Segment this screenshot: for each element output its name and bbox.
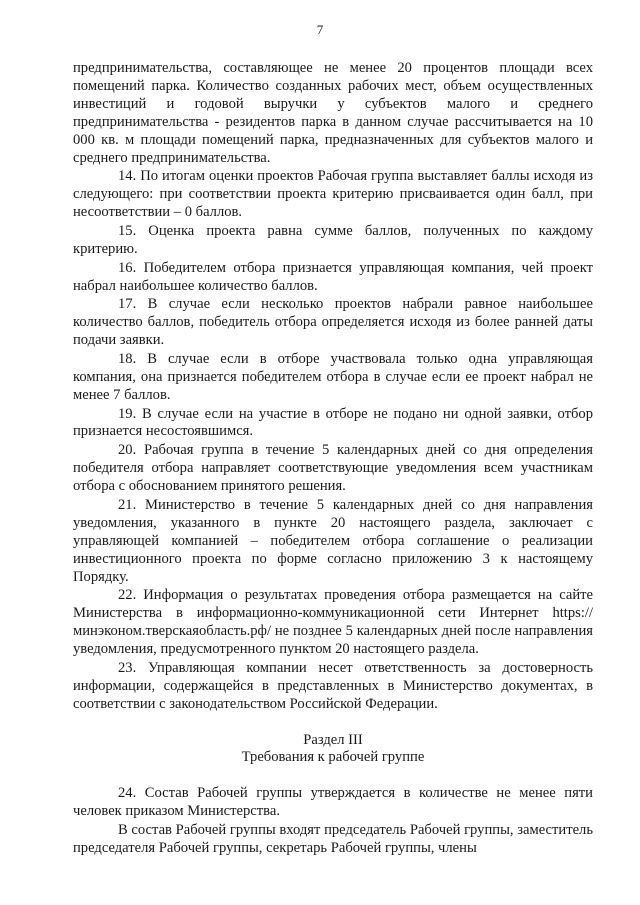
section-heading: Раздел III — [303, 731, 363, 748]
page-number: 7 — [316, 22, 324, 37]
paragraph-23: 23. Управляющая компании несет ответственность за достоверность информации, содержащейся в представленных в Министерство документах, в соответствии с законодательством Российской Федерации. — [73, 659, 593, 712]
paragraph-continuation: предпринимательства, составляющее не менее 20 процентов площади всех помещений парка. Количество созданных рабочих мест, объем осуществленных инвестиций и годовой выручки у субъектов малого и среднего предпринимательства - резидентов парка в данном случае рассчитывается на 10 000 кв. м площади помещений парка, предназначенных для субъектов малого и среднего предпринимательства. — [73, 60, 593, 166]
paragraph-16: 16. Победителем отбора признается управляющая компания, чей проект набрал наибольшее количество баллов. — [73, 259, 593, 294]
paragraph-21: 21. Министерство в течение 5 календарных дней со дня направления уведомления, указанного в пункте 20 настоящего раздела, заключает с управляющей компанией – победителем отбора соглашение о реализации инвестиционного проекта по форме согласно приложению 3 к настоящему Порядку. — [73, 496, 593, 585]
paragraph-17: 17. В случае если несколько проектов набрали равное наибольшее количество баллов, победитель отбора определяется исходя из более ранней даты подачи заявки. — [73, 296, 593, 349]
paragraph-22: 22. Информация о результатах проведения отбора размещается на сайте Министерства в информационно-коммуникационной сети Интернет https://минэконом.тверскаяобласть.рф/ не позднее 5 календарных дней после направления уведомления, предусмотренного пунктом 20 настоящего раздела. — [73, 587, 593, 658]
paragraph-24-composition: В состав Рабочей группы входят председатель Рабочей группы, заместитель председателя Рабочей группы, секретарь Рабочей группы, члены — [73, 822, 593, 856]
paragraph-18: 18. В случае если в отборе участвовала только одна управляющая компания, она признается победителем отбора в случае если ее проект набрал не менее 7 баллов. — [73, 350, 593, 403]
paragraph-14: 14. По итогам оценки проектов Рабочая группа выставляет баллы исходя из следующего: при соответствии проекта критерию присваивается один балл, при несоответствии – 0 баллов. — [73, 168, 593, 221]
section-title: Требования к рабочей группе — [241, 749, 425, 766]
document-body — [73, 60, 593, 858]
paragraph-20: 20. Рабочая группа в течение 5 календарных дней со дня определения победителя отбора направляет соответствующие уведомления всем участникам отбора с обоснованием принятого решения. — [73, 442, 593, 495]
paragraph-15: 15. Оценка проекта равна сумме баллов, полученных по каждому критерию. — [73, 222, 593, 257]
paragraph-24: 24. Состав Рабочей группы утверждается в количестве не менее пяти человек приказом Министерства. — [73, 785, 593, 820]
paragraph-19: 19. В случае если на участие в отборе не подано ни одной заявки, отбор признается несостоявшимся. — [73, 405, 593, 440]
